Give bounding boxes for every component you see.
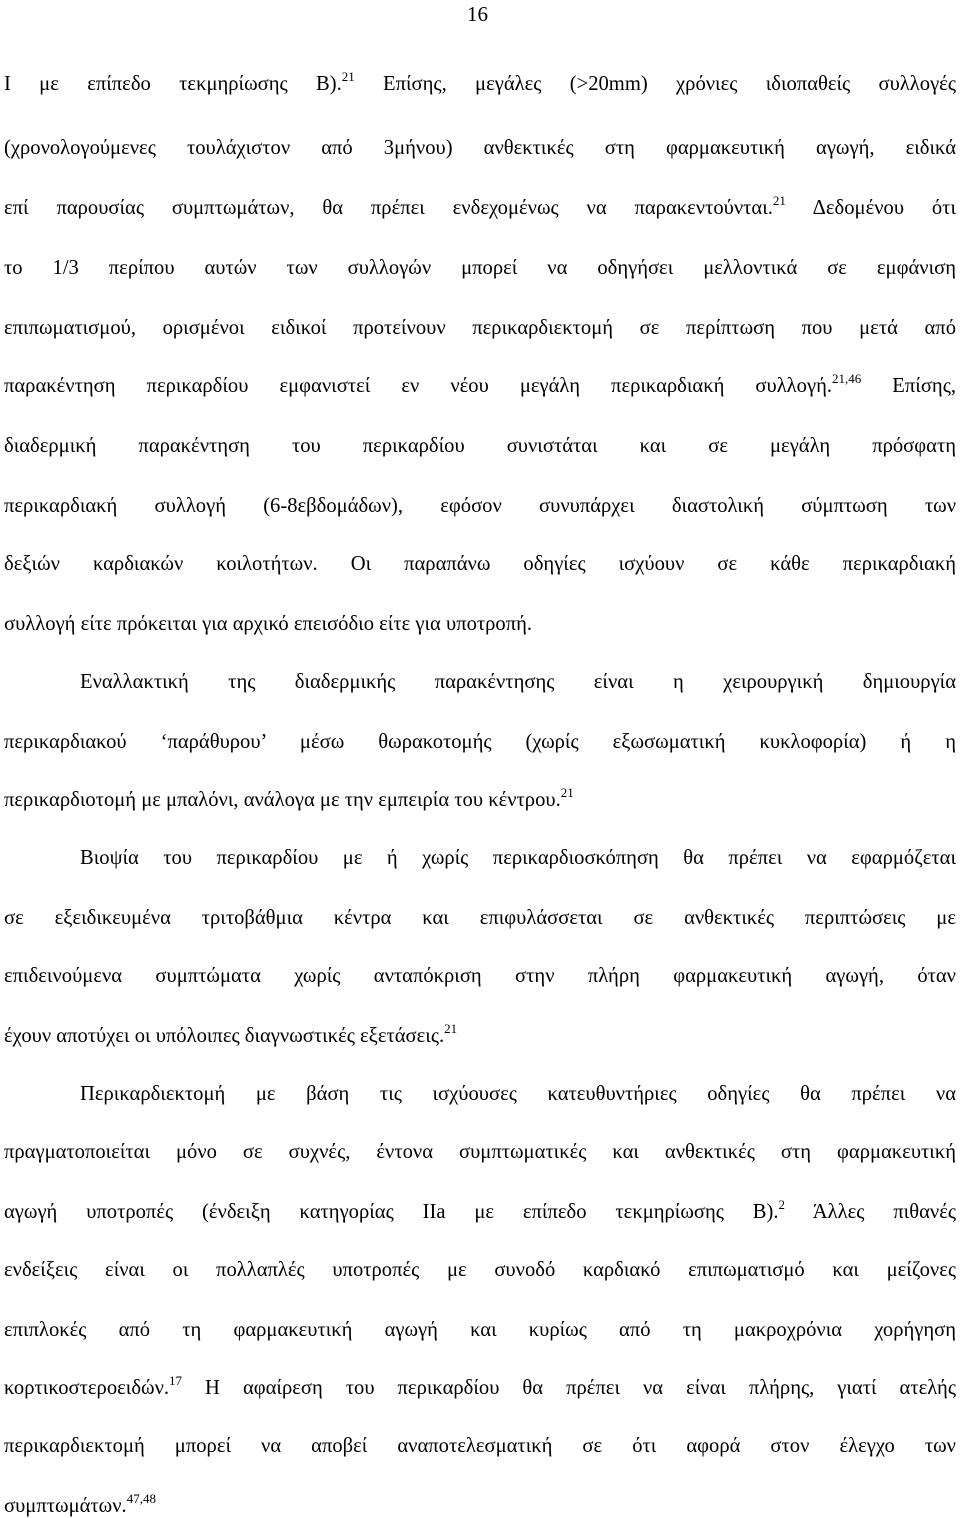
citation-superscript: 21 — [772, 193, 786, 208]
text-line: περικαρδιακή συλλογή (6-8εβδομάδων), εφόσον συνυπάρχει διαστολική σύμπτωση των — [4, 495, 956, 517]
text-line: διαδερμική παρακέντηση του περικαρδίου συνιστάται και σε μεγάλη πρόσφατη — [4, 435, 956, 457]
citation-superscript: 2 — [778, 1197, 786, 1212]
text-line: επιδεινούμενα συμπτώματα χωρίς ανταπόκριση στην πλήρη φαρμακευτική αγωγή, όταν — [4, 965, 956, 987]
text-line: ενδείξεις είναι οι πολλαπλές υποτροπές με συνοδό καρδιακό επιπωματισμό και μείζονες — [4, 1259, 956, 1281]
citation-superscript: 47,48 — [126, 1491, 156, 1506]
text-line: Ι με επίπεδο τεκμηρίωσης Β).$^{21}$ Επίσης, μεγάλες (>20mm) χρόνιες ιδιοπαθείς συλλογές — [4, 69, 956, 95]
text-line: έχουν αποτύχει οι υπόλοιπες διαγνωστικές εξετάσεις.$^{21}$ — [4, 1021, 458, 1047]
text-line: (χρονολογούμενες τουλάχιστον από 3μήνου) ανθεκτικές στη φαρμακευτική αγωγή, ειδικά — [4, 137, 956, 159]
text-line: επί παρουσίας συμπτωμάτων, θα πρέπει ενδεχομένως να παρακεντούνται.$^{21}$ Δεδομένου ότι — [4, 193, 956, 219]
text-line: δεξιών καρδιακών κοιλοτήτων. Οι παραπάνω οδηγίες ισχύουν σε κάθε περικαρδιακή — [4, 553, 956, 575]
text-line: συμπτωμάτων.$^{47,48}$ — [4, 1491, 156, 1517]
text-line: επιπωματισμού, ορισμένοι ειδικοί προτείνουν περικαρδιεκτομή σε περίπτωση που μετά από — [4, 317, 956, 339]
citation-superscript: 21 — [444, 1021, 458, 1036]
text-line: σε εξειδικευμένα τριτοβάθμια κέντρα και επιφυλάσσεται σε ανθεκτικές περιπτώσεις με — [4, 907, 956, 929]
text-line: Περικαρδιεκτομή με βάση τις ισχύουσες κατευθυντήριες οδηγίες θα πρέπει να — [80, 1083, 956, 1105]
text-line: παρακέντηση περικαρδίου εμφανιστεί εν νέου μεγάλη περικαρδιακή συλλογή.$^{21,46}$ Επίσης, — [4, 371, 956, 397]
page-number: 16 — [467, 2, 488, 26]
text-line: επιπλοκές από τη φαρμακευτική αγωγή και κυρίως από τη μακροχρόνια χορήγηση — [4, 1319, 956, 1341]
text-line: Εναλλακτική της διαδερμικής παρακέντησης είναι η χειρουργική δημιουργία — [80, 671, 956, 693]
text-line: περικαρδιακού ‘παράθυρου’ μέσω θωρακοτομής (χωρίς εξωσωματική κυκλοφορία) ή η — [4, 731, 956, 753]
citation-superscript: 17 — [169, 1373, 183, 1388]
text-line: αγωγή υποτροπές (ένδειξη κατηγορίας ΙΙa με επίπεδο τεκμηρίωσης Β).$^2$ Άλλες πιθανές — [4, 1197, 956, 1223]
text-line: πραγματοποιείται μόνο σε συχνές, έντονα συμπτωματικές και ανθεκτικές στη φαρμακευτική — [4, 1141, 956, 1163]
text-line: συλλογή είτε πρόκειται για αρχικό επεισόδιο είτε για υποτροπή. — [4, 613, 533, 635]
text-line: περικαρδιοτομή με μπαλόνι, ανάλογα με την εμπειρία του κέντρου.$^{21}$ — [4, 785, 574, 811]
citation-superscript: 21,46 — [832, 371, 862, 386]
citation-superscript: 21 — [560, 785, 574, 800]
text-line: το 1/3 περίπου αυτών των συλλογών μπορεί να οδηγήσει μελλοντικά σε εμφάνιση — [4, 257, 956, 279]
text-line: Βιοψία του περικαρδίου με ή χωρίς περικαρδιοσκόπηση θα πρέπει να εφαρμόζεται — [80, 847, 956, 869]
text-line: περικαρδιεκτομή μπορεί να αποβεί αναποτελεσματική σε ότι αφορά στον έλεγχο των — [4, 1435, 956, 1457]
citation-superscript: 21 — [341, 69, 355, 84]
text-line: κορτικοστεροειδών.$^{17}$ Η αφαίρεση του περικαρδίου θα πρέπει να είναι πλήρης, γιατί ατελής — [4, 1373, 956, 1399]
